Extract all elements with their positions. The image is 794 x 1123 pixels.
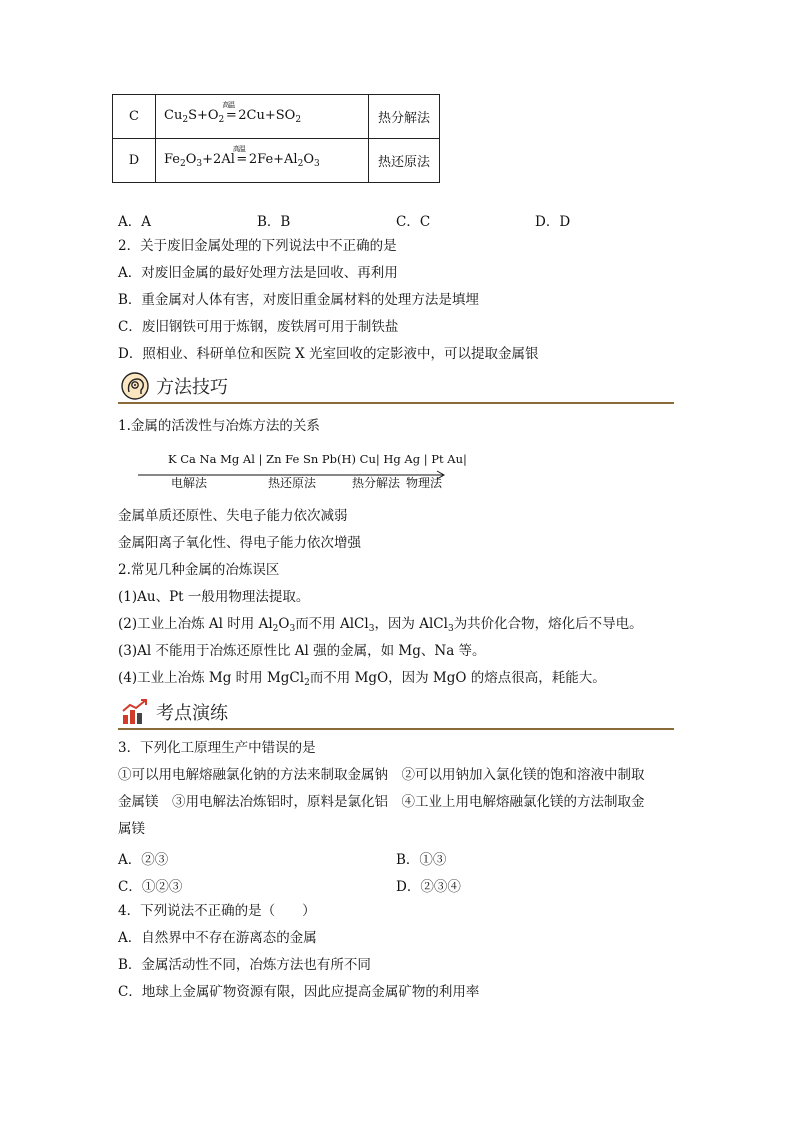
row-label: D xyxy=(113,139,156,183)
q3-statement: ①可以用电解熔融氯化钠的方法来制取金属钠 ②可以用钠加入氯化镁的饱和溶液中制取 xyxy=(118,767,645,783)
condition-label: 高温 xyxy=(232,145,245,153)
q4-option-c[interactable]: C．地球上金属矿物资源有限，因此应提高金属矿物的利用率 xyxy=(118,984,480,1000)
chart-icon xyxy=(120,697,150,727)
method-cell: 热还原法 xyxy=(369,139,440,183)
q4-option-a[interactable]: A．自然界中不存在游离态的金属 xyxy=(118,930,317,946)
tip-point-3: (3)Al 不能用于冶炼还原性比 Al 强的金属，如 Mg、Na 等。 xyxy=(118,643,486,659)
section-title: 考点演练 xyxy=(156,703,228,724)
tip-line: 金属阳离子氧化性、得电子能力依次增强 xyxy=(118,535,361,551)
section-rule xyxy=(118,402,674,404)
equation: $Cu_2S+O_2$ 高温 = $2Cu+SO_2$ xyxy=(164,101,302,125)
section-rule xyxy=(118,728,674,730)
equation-cell xyxy=(156,139,369,183)
tip-heading-2: 2.常见几种金属的冶炼误区 xyxy=(118,562,280,578)
equation: $Fe_2O_3+2Al$ 高温 = $2Fe+Al_2O_3$ xyxy=(164,145,320,169)
q2-stem: 2．关于废旧金属处理的下列说法中不正确的是 xyxy=(118,238,397,254)
head-gear-icon xyxy=(120,371,150,401)
section-header-method xyxy=(118,370,674,404)
activity-series-diagram xyxy=(138,452,467,490)
row-label: C xyxy=(113,95,156,139)
q3-statement: 属镁 xyxy=(118,821,145,837)
q3-option-a[interactable]: A．②③ xyxy=(118,852,169,868)
method-electrolysis: 电解法 xyxy=(171,476,208,490)
table-row xyxy=(113,95,440,139)
q1-option-b[interactable]: B．B xyxy=(257,214,291,230)
q4-option-b[interactable]: B．金属活动性不同，冶炼方法也有所不同 xyxy=(118,957,371,973)
q4-stem: 4．下列说法不正确的是（ ） xyxy=(118,903,316,919)
q3-option-c[interactable]: C．①②③ xyxy=(118,879,183,895)
q3-option-b[interactable]: B．①③ xyxy=(396,852,447,868)
q2-option-c[interactable]: C．废旧钢铁可用于炼钢，废铁屑可用于制铁盐 xyxy=(118,319,399,335)
q3-option-d[interactable]: D．②③④ xyxy=(396,879,461,895)
tip-point-4: (4)工业上冶炼 Mg 时用 MgCl$_2$而不用 MgO，因为 MgO 的熔点很高，耗能大。 xyxy=(118,670,606,688)
q1-option-d[interactable]: D．D xyxy=(535,214,571,230)
metal-activity-series: K Ca Na Mg Al | Zn Fe Sn Pb(H) Cu| Hg Ag | Pt Au| xyxy=(168,452,467,466)
tip-point-1: (1)Au、Pt 一般用物理法提取。 xyxy=(118,589,310,605)
method-physical: 物理法 xyxy=(406,476,443,490)
condition-label: 高温 xyxy=(222,101,235,109)
tip-line: 金属单质还原性、失电子能力依次减弱 xyxy=(118,508,348,524)
q1-option-a[interactable]: A．A xyxy=(118,214,151,230)
q2-option-d[interactable]: D．照相业、科研单位和医院 X 光室回收的定影液中，可以提取金属银 xyxy=(118,346,539,362)
answer-table xyxy=(112,94,440,183)
q2-option-a[interactable]: A．对废旧金属的最好处理方法是回收、再利用 xyxy=(118,265,398,281)
method-thermal-reduction: 热还原法 xyxy=(268,476,317,490)
method-thermal-decomposition: 热分解法 xyxy=(352,476,401,490)
q3-statement: 金属镁 ③用电解法冶炼铝时，原料是氯化铝 ④工业上用电解熔融氯化镁的方法制取金 xyxy=(118,794,645,810)
equation-cell xyxy=(156,95,369,139)
section-title: 方法技巧 xyxy=(156,377,228,398)
tip-heading-1: 1.金属的活泼性与冶炼方法的关系 xyxy=(118,418,320,434)
section-header-practice xyxy=(118,696,674,730)
method-cell: 热分解法 xyxy=(369,95,440,139)
q2-option-b[interactable]: B．重金属对人体有害，对废旧重金属材料的处理方法是填埋 xyxy=(118,292,479,308)
tip-point-2: (2)工业上冶炼 Al 时用 $Al_2O_3$而不用 AlCl$_3$，因为 AlCl$_3$为共价化合物，熔化后不导电。 xyxy=(118,616,643,634)
q3-stem: 3．下列化工原理生产中错误的是 xyxy=(118,740,316,756)
table-row xyxy=(113,139,440,183)
q1-option-c[interactable]: C．C xyxy=(396,214,431,230)
